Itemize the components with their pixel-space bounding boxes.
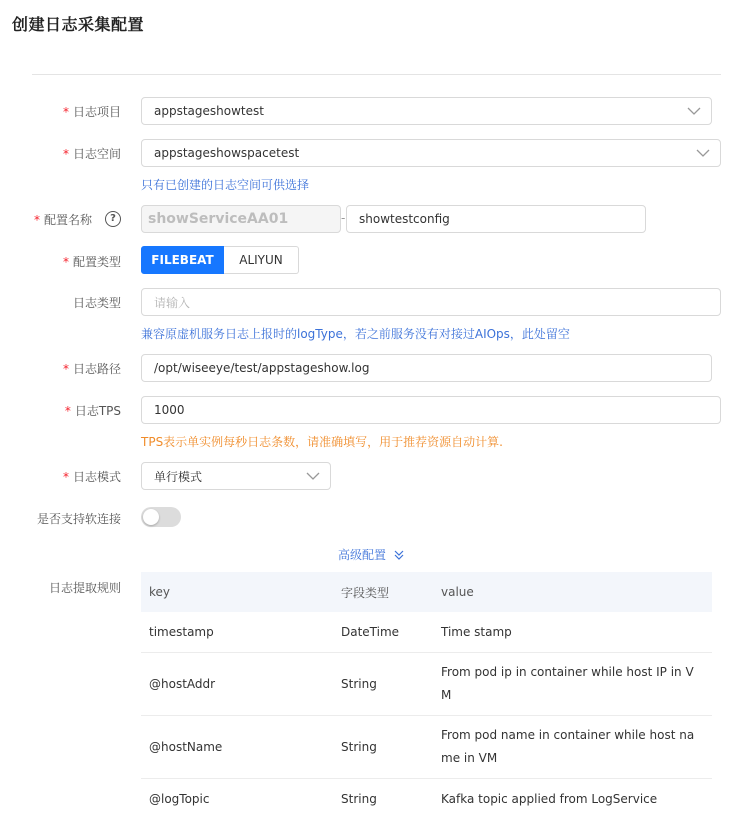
chevron-down-icon — [696, 148, 710, 158]
log-space-label: * 日志空间 — [62, 147, 121, 161]
config-name-label: * 配置名称 — [33, 213, 92, 227]
config-name-separator: - — [341, 211, 346, 225]
log-space-value: appstageshowspacetest — [154, 146, 300, 160]
log-path-label: * 日志路径 — [62, 362, 121, 376]
cell-value: Kafka topic applied from LogService — [441, 791, 658, 806]
required-mark: * — [62, 147, 69, 161]
log-tps-label: * 日志TPS — [64, 404, 121, 418]
log-mode-value: 单行模式 — [154, 469, 203, 484]
log-tps-hint: TPS表示单实例每秒日志条数，请准确填写，用于推荐资源自动计算. — [141, 435, 504, 449]
log-type-placeholder: 请输入 — [154, 295, 191, 310]
cell-type: String — [341, 677, 377, 691]
log-space-hint: 只有已创建的日志空间可供选择 — [141, 178, 310, 192]
column-header-type: 字段类型 — [341, 585, 390, 600]
cell-type: String — [341, 740, 377, 754]
log-path-value: /opt/wiseeye/test/appstageshow.log — [154, 361, 370, 375]
config-type-aliyun[interactable]: ALIYUN — [224, 246, 299, 274]
config-type-filebeat[interactable]: FILEBEAT — [141, 246, 224, 274]
title-divider — [32, 74, 721, 75]
log-mode-select[interactable] — [141, 462, 331, 490]
required-mark: * — [62, 105, 69, 119]
table-row — [141, 779, 712, 819]
chevron-down-icon — [306, 471, 320, 481]
required-mark: * — [33, 213, 40, 227]
log-project-label: * 日志项目 — [62, 105, 121, 119]
log-space-select[interactable] — [141, 139, 721, 167]
log-project-select[interactable] — [141, 97, 712, 125]
soft-link-label: 是否支持软连接 — [36, 512, 121, 526]
table-header — [141, 572, 712, 612]
table-row — [141, 612, 712, 653]
advanced-config-toggle[interactable] — [338, 546, 404, 563]
cell-key: @hostAddr — [149, 677, 216, 691]
log-mode-label: * 日志模式 — [62, 470, 121, 484]
column-header-value: value — [441, 584, 474, 599]
log-type-label: 日志类型 — [72, 296, 121, 310]
cell-type: DateTime — [341, 625, 400, 639]
cell-key: @logTopic — [149, 792, 210, 806]
cell-key: @hostName — [149, 740, 223, 754]
config-name-prefix-value: showServiceAA01 — [148, 211, 289, 227]
log-type-hint: 兼容原虚机服务日志上报时的logType，若之前服务没有对接过AIOps，此处留空 — [141, 327, 570, 341]
log-type-input[interactable] — [141, 288, 721, 316]
required-mark: * — [62, 362, 69, 376]
required-mark: * — [64, 404, 71, 418]
config-type-label: * 配置类型 — [62, 255, 121, 269]
log-tps-input[interactable] — [141, 396, 721, 424]
extract-rules-table — [141, 572, 712, 819]
chevron-down-icon — [687, 106, 701, 116]
required-mark: * — [62, 470, 69, 484]
required-mark: * — [62, 255, 69, 269]
cell-value: From pod ip in container while host IP in VM — [441, 665, 694, 702]
question-circle-icon[interactable]: ? — [105, 211, 121, 227]
extract-rules-label: 日志提取规则 — [48, 581, 121, 595]
config-name-value: showtestconfig — [359, 212, 450, 226]
advanced-config-label: 高级配置 — [338, 548, 387, 562]
log-path-input[interactable] — [141, 354, 712, 382]
page-title: 创建日志采集配置 — [12, 15, 145, 34]
column-header-key: key — [149, 585, 171, 599]
cell-value: From pod name in container while host name in VM — [441, 728, 695, 765]
config-name-prefix — [141, 205, 341, 233]
log-project-value: appstageshowtest — [154, 104, 264, 118]
cell-key: timestamp — [149, 625, 214, 639]
soft-link-toggle[interactable] — [141, 507, 181, 527]
toggle-knob — [143, 509, 159, 525]
table-row — [141, 716, 712, 779]
cell-value: Time stamp — [441, 624, 512, 639]
log-tps-value: 1000 — [154, 403, 185, 417]
table-row — [141, 653, 712, 716]
double-chevron-down-icon — [394, 550, 404, 560]
config-name-input[interactable] — [346, 205, 646, 233]
cell-type: String — [341, 792, 377, 806]
